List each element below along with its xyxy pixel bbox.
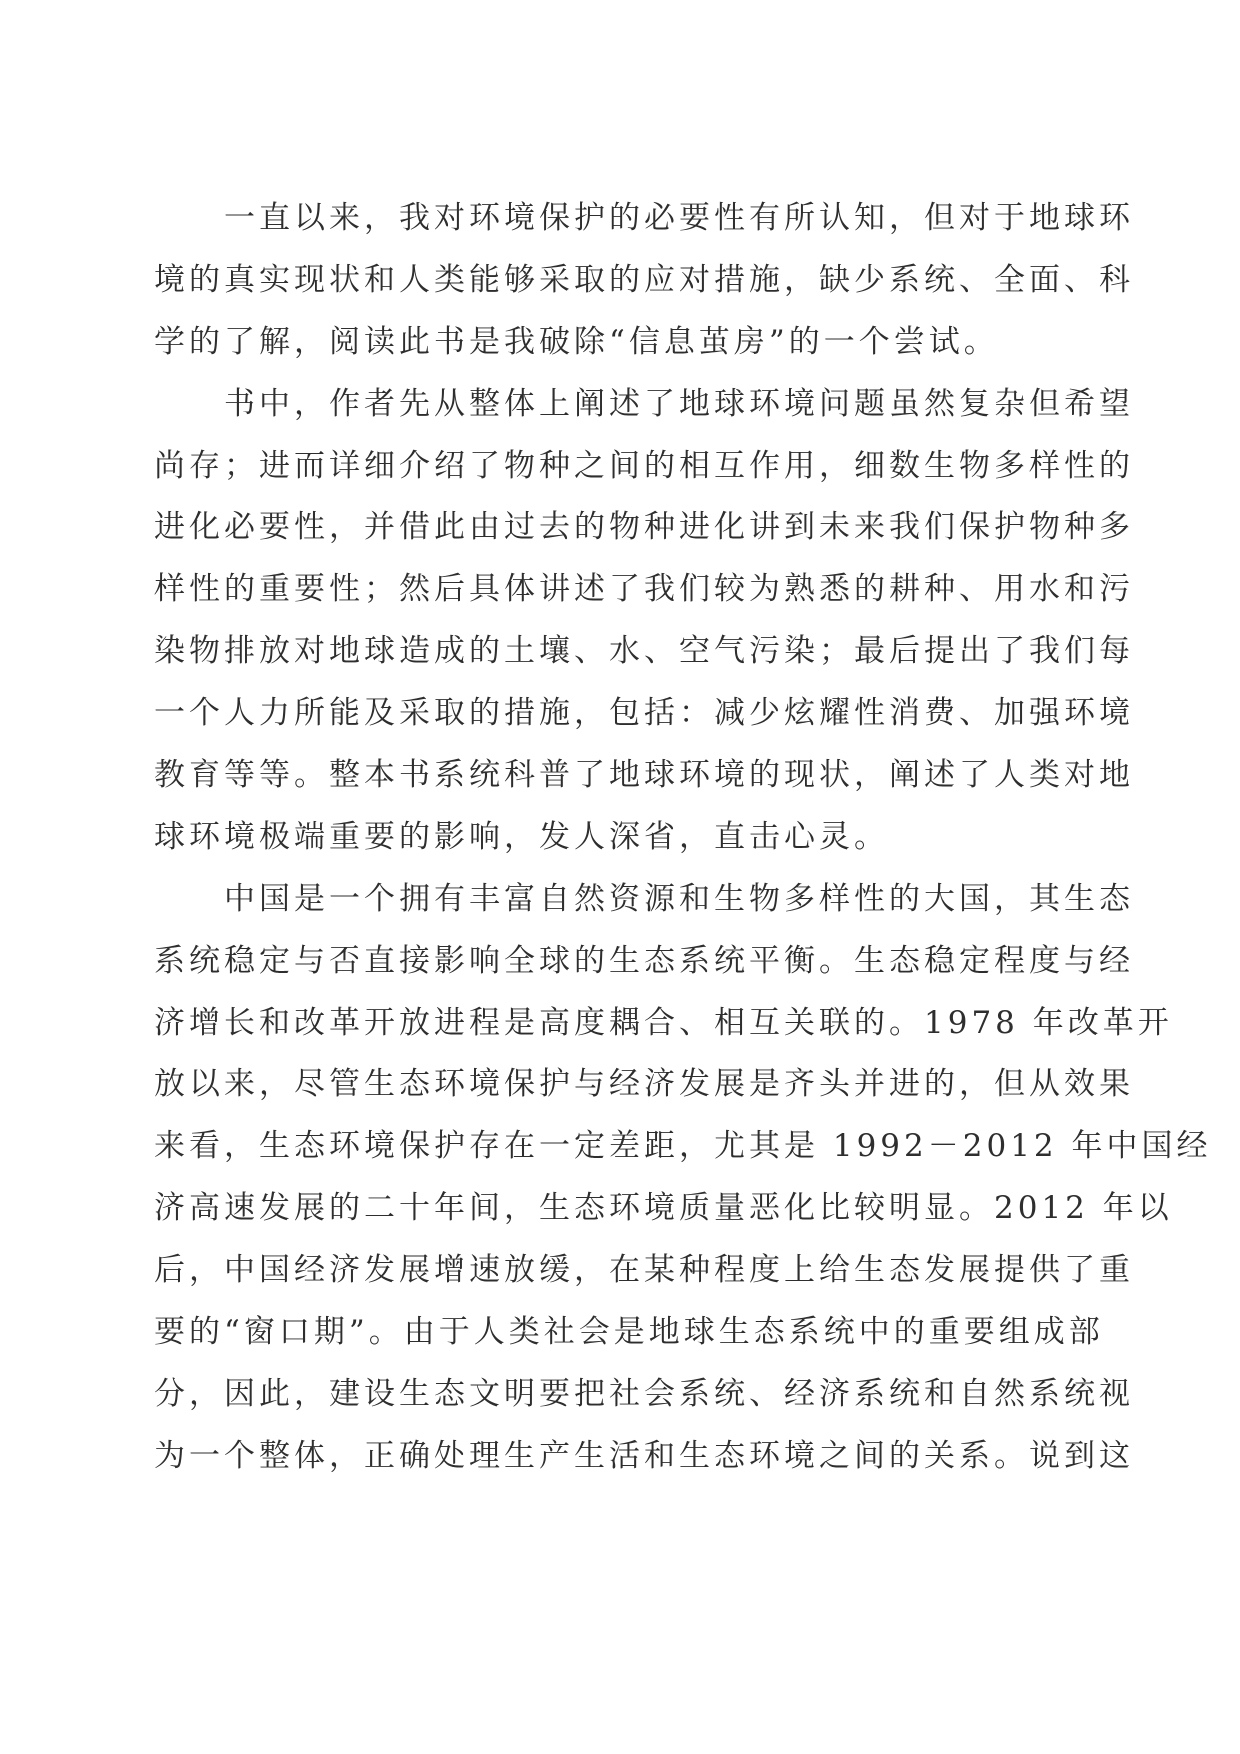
- text-line: 中国是一个拥有丰富自然资源和生物多样性的大国，其生态: [224, 880, 1134, 917]
- text-line: 济增长和改革开放进程是高度耦合、相互关联的。1978 年改革开: [154, 1004, 1173, 1041]
- text-line: 一个人力所能及采取的措施，包括：减少炫耀性消费、加强环境: [154, 695, 1134, 732]
- text-line: 分，因此，建设生态文明要把社会系统、经济系统和自然系统视: [154, 1375, 1134, 1412]
- text-line: 一直以来，我对环境保护的必要性有所认知，但对于地球环: [224, 200, 1134, 236]
- text-line: 染物排放对地球造成的土壤、水、空气污染；最后提出了我们每: [154, 633, 1134, 670]
- text-line: 教育等等。整本书系统科普了地球环境的现状，阐述了人类对地: [154, 757, 1134, 794]
- text-line: 来看，生态环境保护存在一定差距，尤其是 1992－2012 年中国经: [154, 1128, 1212, 1165]
- text-line: 学的了解，阅读此书是我破除“信息茧房”的一个尝试。: [154, 323, 999, 360]
- text-line: 尚存；进而详细介绍了物种之间的相互作用，细数生物多样性的: [154, 447, 1134, 484]
- text-line: 书中，作者先从整体上阐述了地球环境问题虽然复杂但希望: [224, 385, 1134, 422]
- paragraph-1: [154, 188, 1134, 374]
- text-line: 球环境极端重要的影响，发人深省，直击心灵。: [154, 818, 889, 855]
- body-text: [154, 188, 1212, 1488]
- text-line: 济高速发展的二十年间，生态环境质量恶化比较明显。2012 年以: [154, 1190, 1173, 1227]
- text-line: 系统稳定与否直接影响全球的生态系统平衡。生态稳定程度与经: [154, 942, 1134, 979]
- text-line: 样性的重要性；然后具体讲述了我们较为熟悉的耕种、用水和污: [154, 571, 1134, 608]
- text-line: 放以来，尽管生态环境保护与经济发展是齐头并进的，但从效果: [154, 1066, 1134, 1103]
- paragraph-3: [154, 869, 1212, 1488]
- text-line: 后，中国经济发展增速放缓，在某种程度上给生态发展提供了重: [154, 1252, 1134, 1289]
- paragraph-2: [154, 374, 1134, 869]
- text-line: 进化必要性，并借此由过去的物种进化讲到未来我们保护物种多: [154, 509, 1134, 546]
- text-line: 境的真实现状和人类能够采取的应对措施，缺少系统、全面、科: [154, 261, 1134, 298]
- text-line: 为一个整体，正确处理生产生活和生态环境之间的关系。说到这: [154, 1437, 1134, 1474]
- text-line: 要的“窗口期”。由于人类社会是地球生态系统中的重要组成部: [154, 1314, 1104, 1351]
